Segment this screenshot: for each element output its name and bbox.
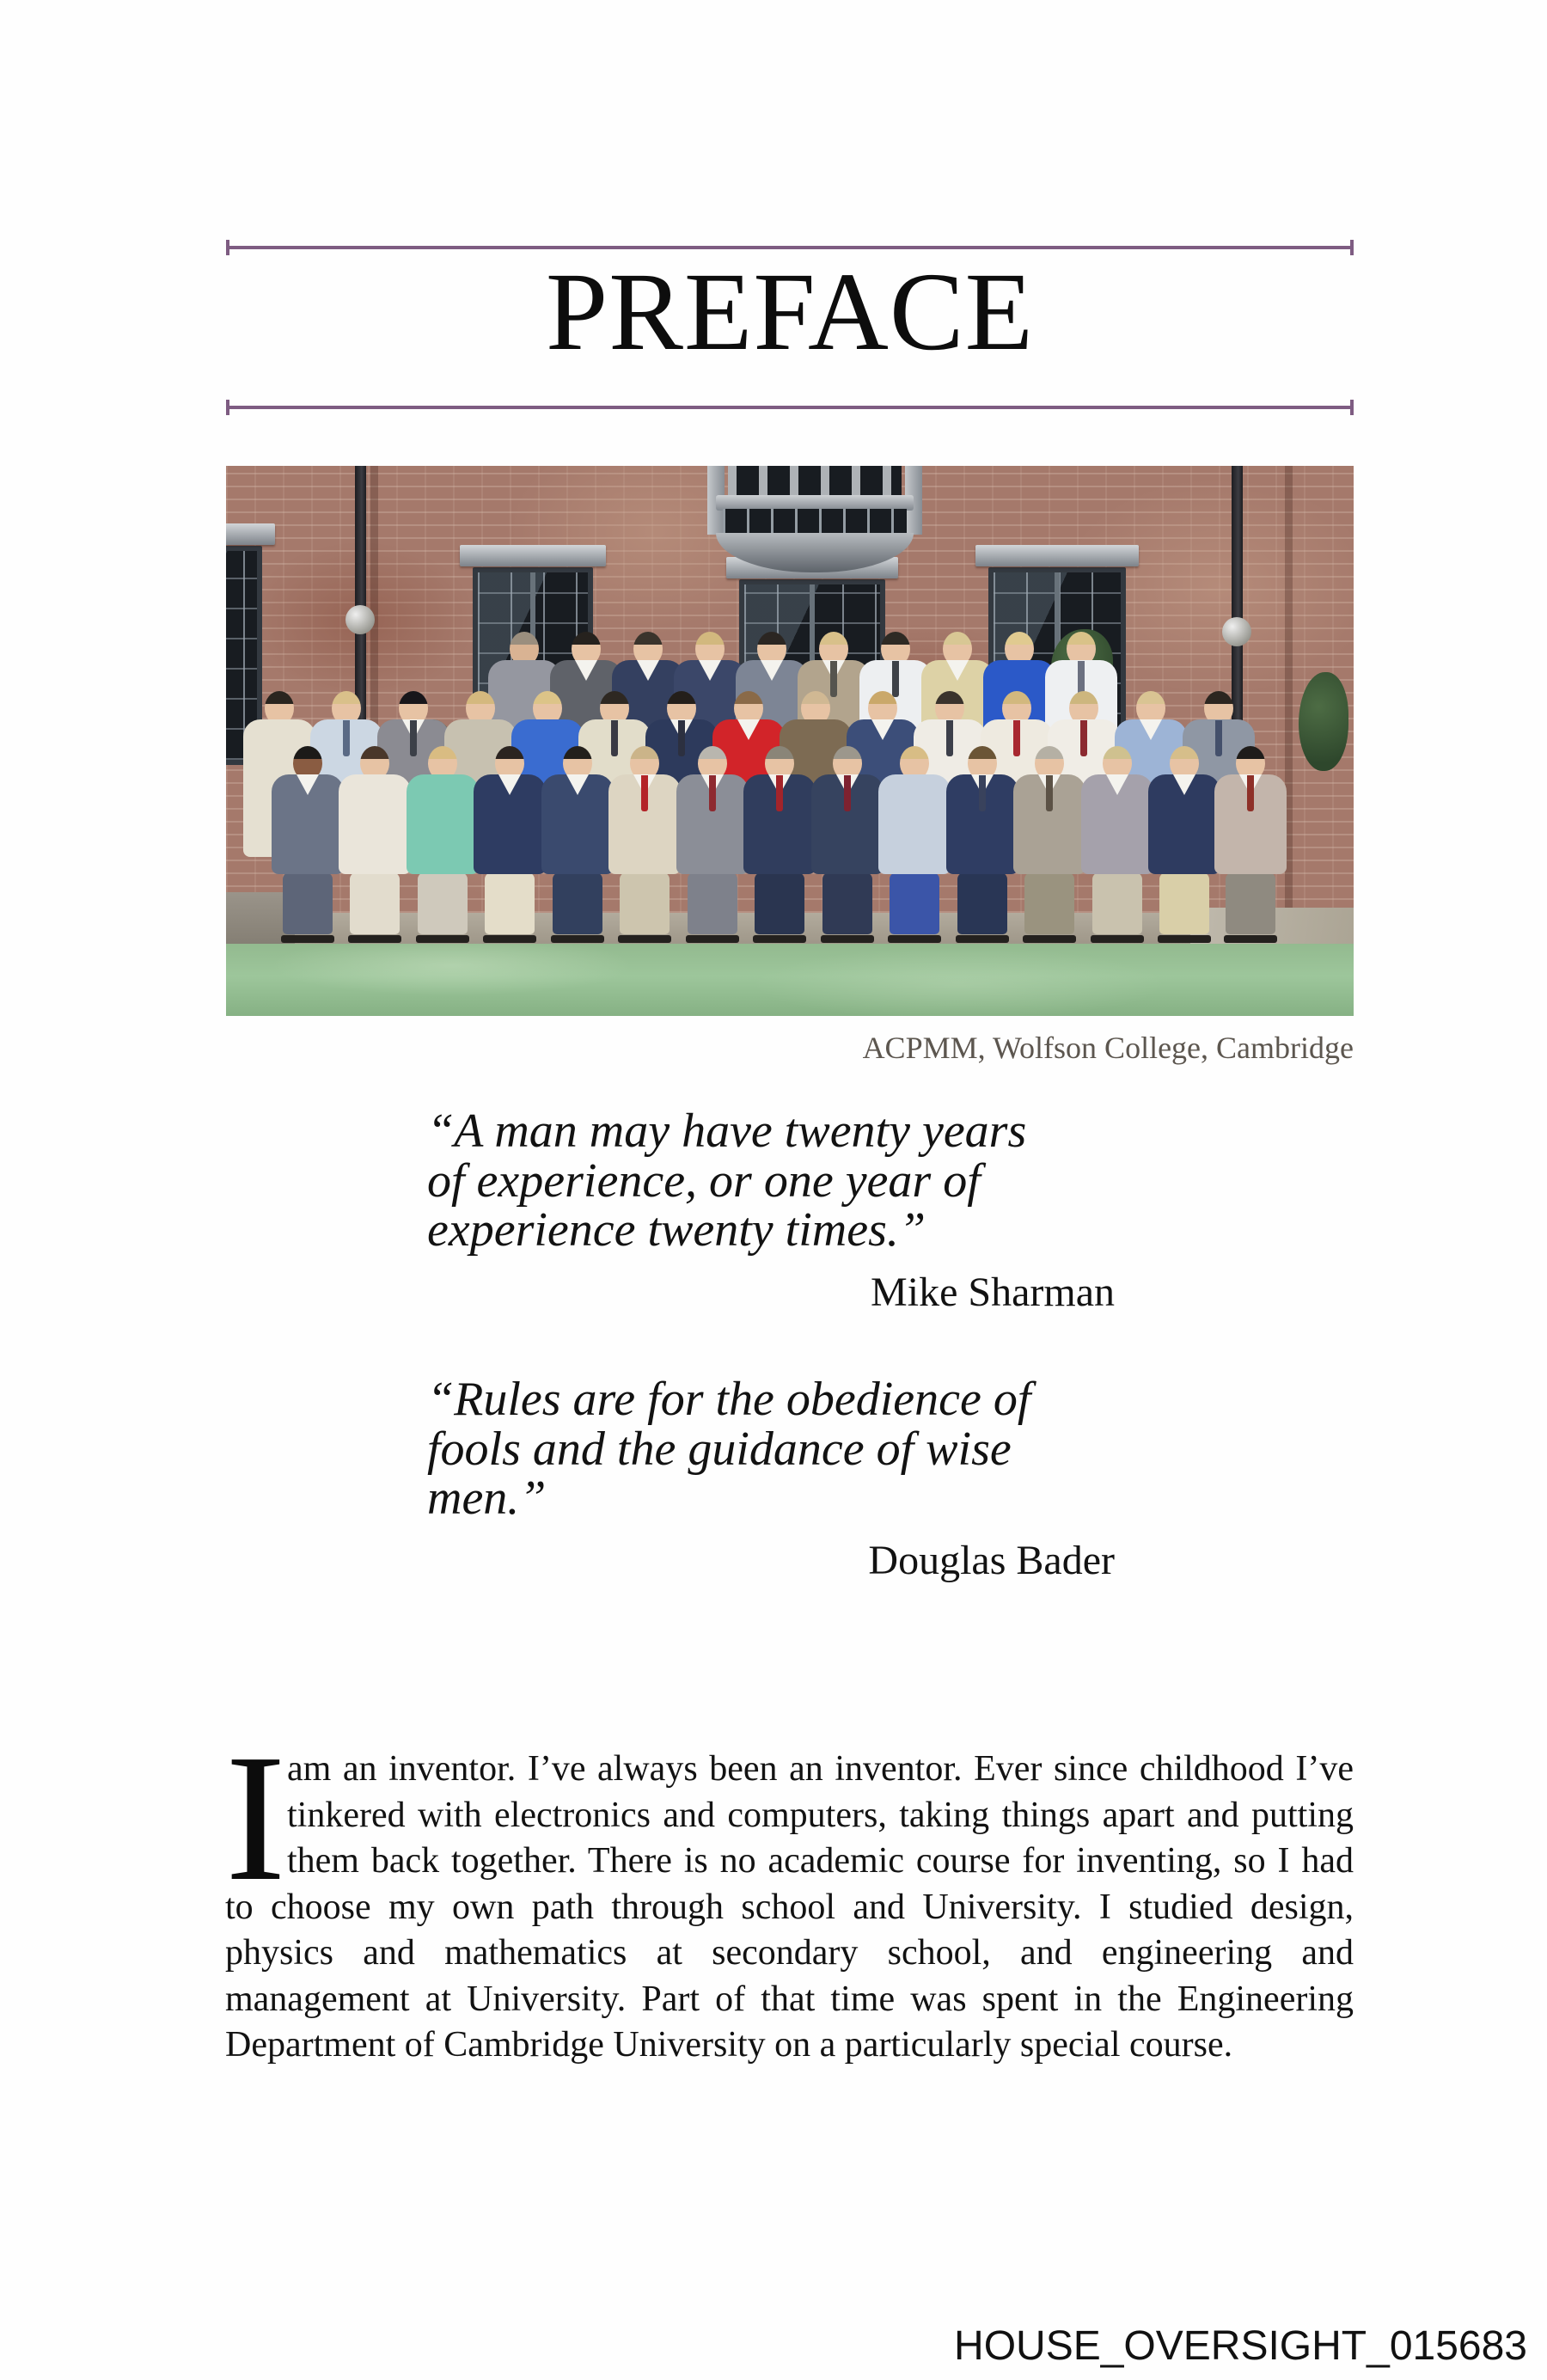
quote-attribution: Mike Sharman: [871, 1269, 1115, 1315]
lawn: [226, 944, 1354, 1016]
person-legs: [485, 872, 535, 934]
person-tie: [641, 775, 648, 811]
person-shoes: [618, 935, 671, 943]
person: [1214, 746, 1287, 943]
person-shoes: [686, 935, 739, 943]
quote-line: “A man may have twenty years: [427, 1104, 1027, 1158]
person: [878, 746, 951, 943]
person: [339, 746, 411, 943]
body-paragraph: [225, 1716, 1354, 2069]
person: [743, 746, 816, 943]
quote-attribution: Douglas Bader: [868, 1537, 1115, 1583]
window-cornice: [460, 545, 606, 566]
person-torso: [407, 774, 479, 874]
person-torso: [608, 774, 681, 874]
person: [1081, 746, 1153, 943]
person-tie: [979, 775, 986, 811]
person-tie: [776, 775, 783, 811]
drop-cap: I: [225, 1716, 286, 1918]
bay-panes: [723, 509, 907, 535]
page-title: PREFACE: [545, 250, 1035, 374]
person-legs: [283, 872, 333, 934]
person: [1013, 746, 1085, 943]
person-collar: [1106, 774, 1128, 795]
person: [407, 746, 479, 943]
person-torso: [946, 774, 1018, 874]
person-collar: [498, 774, 521, 795]
person: [811, 746, 884, 943]
shrub: [1299, 672, 1348, 771]
person-shoes: [1091, 935, 1144, 943]
title-rule-top: [226, 246, 1354, 249]
quote-sharman: [427, 1104, 1115, 1317]
person-shoes: [1023, 935, 1076, 943]
person-legs: [418, 872, 468, 934]
person-shoes: [416, 935, 469, 943]
person-tie: [844, 775, 851, 811]
person-tie: [1247, 775, 1254, 811]
person-legs: [688, 872, 737, 934]
person-collar: [575, 660, 597, 681]
person-torso: [541, 774, 614, 874]
person-legs: [957, 872, 1007, 934]
lamp-globe-left: [345, 605, 375, 634]
person-shoes: [1224, 935, 1277, 943]
quote-bader: [427, 1375, 1115, 1585]
person-shoes: [551, 935, 604, 943]
person-collar: [1140, 719, 1162, 740]
person-torso: [811, 774, 884, 874]
person-shoes: [483, 935, 536, 943]
person-collar: [761, 660, 783, 681]
bay-upper-panes: [728, 466, 902, 497]
person-collar: [737, 719, 760, 740]
person-legs: [1226, 872, 1275, 934]
person-collar: [566, 774, 589, 795]
person-torso: [878, 774, 951, 874]
person-legs: [890, 872, 939, 934]
person-torso: [1148, 774, 1220, 874]
person-collar: [946, 660, 969, 681]
watermark: HOUSE_OVERSIGHT_015683: [954, 2323, 1527, 2369]
photo-caption: ACPMM, Wolfson College, Cambridge: [862, 1031, 1354, 1065]
group-photo: [226, 466, 1354, 1016]
quote-line: men.”: [427, 1471, 547, 1525]
person-shoes: [821, 935, 874, 943]
lamp-globe-right: [1222, 617, 1251, 646]
window-cornice: [975, 545, 1139, 566]
person-legs: [350, 872, 400, 934]
person-collar: [297, 774, 319, 795]
person-legs: [1092, 872, 1142, 934]
quote-line: experience twenty times.”: [427, 1203, 926, 1257]
person-shoes: [348, 935, 401, 943]
person-torso: [743, 774, 816, 874]
window-cornice: [226, 523, 275, 545]
quote-line: of experience, or one year of: [427, 1153, 981, 1208]
person-collar: [637, 660, 659, 681]
person: [608, 746, 681, 943]
person-tie: [1046, 775, 1053, 811]
person-tie: [709, 775, 716, 811]
person: [676, 746, 749, 943]
person-legs: [1159, 872, 1209, 934]
person-legs: [1024, 872, 1074, 934]
person-legs: [822, 872, 872, 934]
title-rule-bottom: [226, 406, 1354, 409]
person-shoes: [753, 935, 806, 943]
person: [541, 746, 614, 943]
person-legs: [755, 872, 804, 934]
person-collar: [871, 719, 894, 740]
bay-corbel-base: [716, 533, 914, 572]
person: [946, 746, 1018, 943]
person-legs: [553, 872, 602, 934]
person: [1148, 746, 1220, 943]
person-shoes: [956, 935, 1009, 943]
quote-line: fools and the guidance of wise: [427, 1422, 1012, 1476]
person-torso: [474, 774, 546, 874]
person-torso: [1214, 774, 1287, 874]
bay-window: [707, 466, 922, 573]
person-torso: [339, 774, 411, 874]
person-shoes: [281, 935, 334, 943]
person-torso: [272, 774, 344, 874]
person-shoes: [888, 935, 941, 943]
person-torso: [1081, 774, 1153, 874]
body-paragraph-text: am an inventor. I’ve always been an inventor. Ever since childhood I’ve tinkered with electronics and computers, taking things apart and putting them back together. There is no academic course for inventing, so I had to choose my own path through school and University. I studied design, physics and mathematics at secondary school, and engineering and management at University. Part of that time was spent in the Engineering Department of Cambridge University on a particularly special course.: [225, 1749, 1354, 2065]
person-legs: [620, 872, 670, 934]
person-torso: [1013, 774, 1085, 874]
person: [272, 746, 344, 943]
person-shoes: [1158, 935, 1211, 943]
person-collar: [1173, 774, 1195, 795]
person: [474, 746, 546, 943]
person-collar: [699, 660, 721, 681]
person-torso: [676, 774, 749, 874]
quote-line: “Rules are for the obedience of: [427, 1373, 1031, 1426]
